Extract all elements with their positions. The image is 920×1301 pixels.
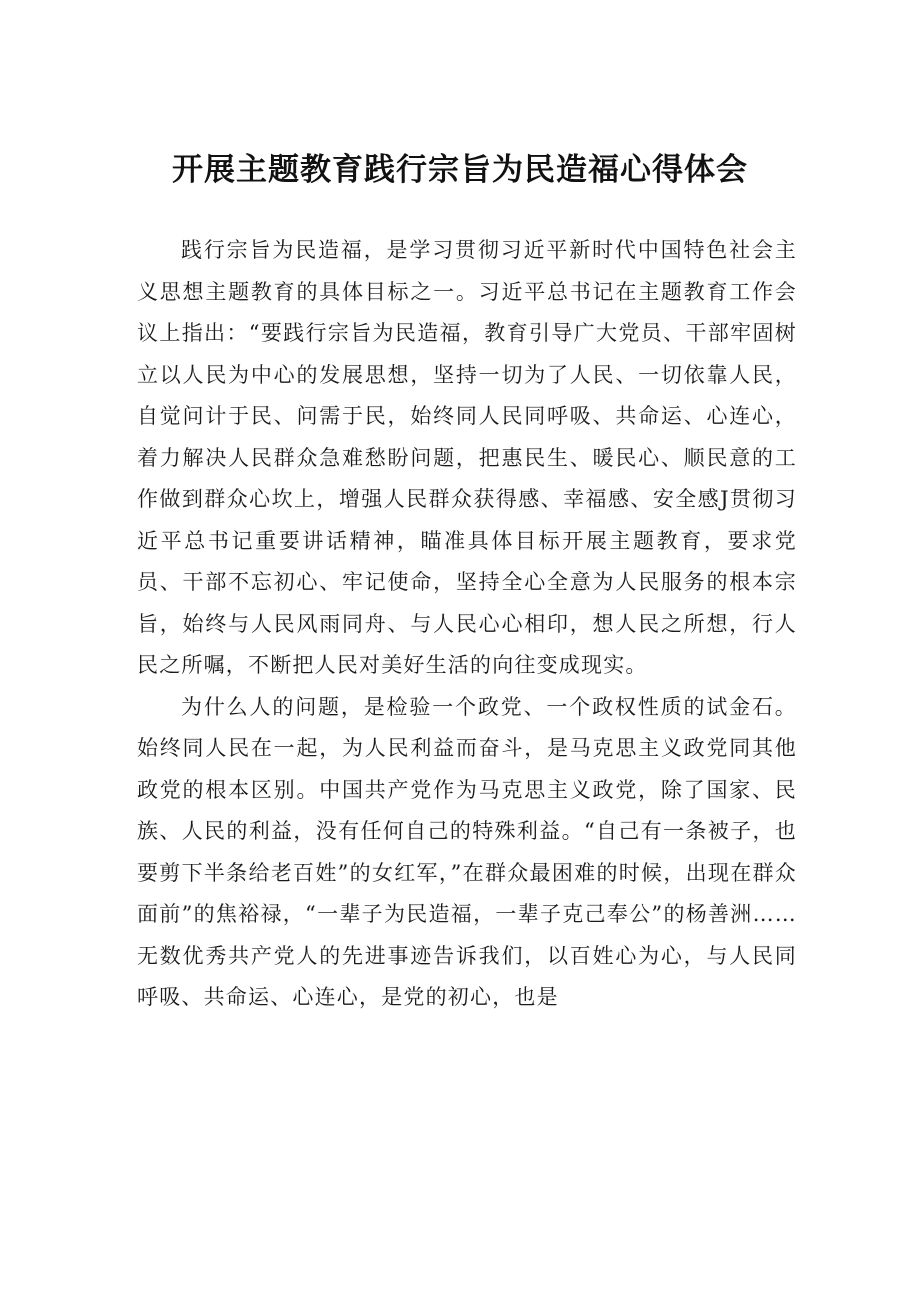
body-paragraph: 践行宗旨为民造福，是学习贯彻习近平新时代中国特色社会主义思想主题教育的具体目标之一。习近平总书记在主题教育工作会议上指出：“要践行宗旨为民造福，教育引导广大党员、干部牢固树立以人民为中心的发展思想，坚持一切为了人民、一切依靠人民，自觉问计于民、问需于民，始终同人民同呼吸、共命运、心连心，着力解决人民群众急难愁盼问题，把惠民生、暖民心、顺民意的工作做到群众心坎上，增强人民群众获得感、幸福感、安全感J贯彻习近平总书记重要讲话精神，瞄准具体目标开展主题教育，要求党员、干部不忘初心、牢记使命，坚持全心全意为人民服务的根本宗旨，始终与人民风雨同舟、与人民心心相印，想人民之所想，行人民之所嘱，不断把人民对美好生活的向往变成现实。 xyxy=(137,238,797,677)
document-body xyxy=(137,230,797,1019)
body-paragraph: 为什么人的问题，是检验一个政党、一个政权性质的试金石。始终同人民在一起，为人民利益而奋斗，是马克思主义政党同其他政党的根本区别。中国共产党作为马克思主义政党，除了国家、民族、人民的利益，没有任何自己的特殊利益。“自己有一条被子，也要剪下半条给老百姓”的女红军，”在群众最困难的时候，出现在群众面前”的焦裕禄，“一辈子为民造福，一辈子克己奉公”的杨善洲……无数优秀共产党人的先进事迹告诉我们，以百姓心为心，与人民同呼吸、共命运、心连心，是党的初心，也是 xyxy=(137,694,797,1009)
document-title: 开展主题教育践行宗旨为民造福心得体会 xyxy=(172,152,748,188)
